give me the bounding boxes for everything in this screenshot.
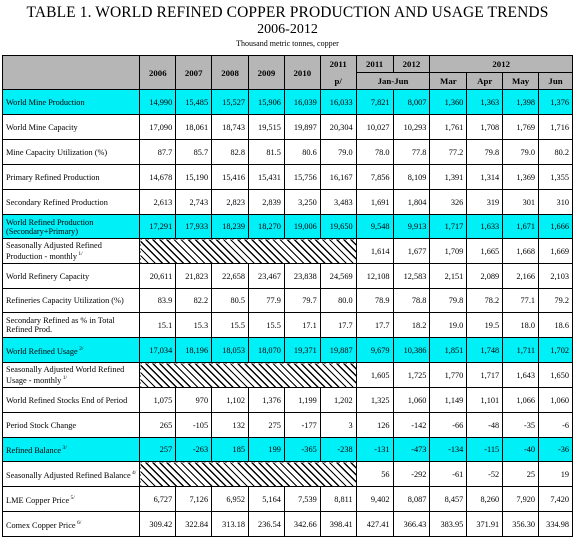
row-label-text: World Mine Capacity (6, 122, 78, 132)
table-cell: 87.7 (140, 140, 176, 165)
header-month: Mar (430, 73, 467, 90)
table-cell: 15,527 (212, 90, 249, 115)
table-cell: -6 (539, 413, 573, 438)
table-cell: 2,103 (539, 264, 573, 289)
row-label-text: World Refined Production (Secondary+Primary) (6, 217, 94, 236)
table-cell: 7,420 (539, 487, 573, 512)
table-cell: 6,727 (140, 487, 176, 512)
table-cell: 21,823 (176, 264, 212, 289)
table-cell: 15,416 (212, 165, 249, 190)
table-cell: 82.8 (212, 140, 249, 165)
table-cell: 15,190 (176, 165, 212, 190)
table-cell: 80.6 (284, 140, 320, 165)
table-cell: 18,270 (249, 215, 285, 239)
table-cell: -52 (467, 462, 503, 487)
table-row (3, 190, 573, 215)
row-label (3, 165, 140, 190)
table-cell: 1,668 (503, 239, 539, 264)
table-cell: 1,398 (503, 90, 539, 115)
row-label (3, 363, 140, 388)
row-label-text: Seasonally Adjusted World Refined Usage - monthly (6, 365, 125, 385)
table-cell: 1,391 (430, 165, 467, 190)
table-cell: 1,075 (140, 388, 176, 413)
hatched-no-data (140, 363, 356, 388)
table-cell: 126 (356, 413, 393, 438)
table-row (3, 313, 573, 338)
table-cell: 8,811 (320, 487, 356, 512)
table-cell: 23,838 (284, 264, 320, 289)
table-cell: 265 (140, 413, 176, 438)
table-cell: 77.1 (503, 289, 539, 313)
table-cell: 366.43 (393, 512, 430, 537)
table-cell: 1,665 (467, 239, 503, 264)
table-row (3, 239, 573, 264)
table-cell: 10,386 (393, 338, 430, 363)
row-label (3, 90, 140, 115)
table-cell: 12,108 (356, 264, 393, 289)
table-cell: -473 (393, 438, 430, 462)
table-cell: 17,933 (176, 215, 212, 239)
table-cell: 79.2 (539, 289, 573, 313)
header-year: 2009 (249, 56, 285, 90)
hatched-no-data (140, 462, 356, 487)
table-cell: 310 (539, 190, 573, 215)
row-label-text: Secondary Refined as % in Total Refined Prod. (6, 316, 115, 334)
table-cell: 56 (356, 462, 393, 487)
table-cell: 1,769 (503, 115, 539, 140)
table-cell: 10,027 (356, 115, 393, 140)
table-cell: 18.2 (393, 313, 430, 338)
table-cell: 383.95 (430, 512, 467, 537)
table-cell: 334.98 (539, 512, 573, 537)
table-cell: 18,061 (176, 115, 212, 140)
table-cell: -134 (430, 438, 467, 462)
table-cell: 14,990 (140, 90, 176, 115)
table-cell: 18.0 (503, 313, 539, 338)
table-row (3, 90, 573, 115)
table-title: TABLE 1. WORLD REFINED COPPER PRODUCTION AND USAGE TRENDS (26, 4, 549, 21)
table-cell: 2,743 (176, 190, 212, 215)
table-cell: 1,102 (212, 388, 249, 413)
footnote-marker: 1/ (61, 375, 67, 382)
row-label-text: World Refinery Capacity (6, 271, 90, 281)
table-row (3, 289, 573, 313)
table-cell: 16,167 (320, 165, 356, 190)
table-cell: 1,202 (320, 388, 356, 413)
table-cell: -292 (393, 462, 430, 487)
footnote-marker: 5/ (69, 494, 75, 501)
row-label (3, 115, 140, 140)
table-cell: 1,770 (430, 363, 467, 388)
table-cell: 1,101 (467, 388, 503, 413)
table-cell: -48 (467, 413, 503, 438)
header-year: 2007 (176, 56, 212, 90)
table-row (3, 264, 573, 289)
table-row (3, 487, 573, 512)
table-cell: 9,679 (356, 338, 393, 363)
table-cell: 1,702 (539, 338, 573, 363)
table-cell: 1,666 (539, 215, 573, 239)
table-cell: 5,164 (249, 487, 285, 512)
table-cell: 398.41 (320, 512, 356, 537)
table-cell: 23,467 (249, 264, 285, 289)
unit-note: Thousand metric tonnes, copper (236, 39, 339, 48)
table-cell: 313.18 (212, 512, 249, 537)
table-cell: 1,804 (393, 190, 430, 215)
header-year: 2010 (284, 56, 320, 90)
row-label (3, 239, 140, 264)
row-label-text: Comex Copper Price (6, 520, 76, 530)
row-label (3, 338, 140, 363)
table-cell: -238 (320, 438, 356, 462)
table-cell: 19,515 (249, 115, 285, 140)
table-cell: 1,671 (503, 215, 539, 239)
table-cell: 371.91 (467, 512, 503, 537)
row-label-text: Mine Capacity Utilization (%) (6, 147, 108, 157)
table-cell: 14,678 (140, 165, 176, 190)
table-cell: 78.9 (356, 289, 393, 313)
row-label (3, 289, 140, 313)
table-cell: 1,369 (503, 165, 539, 190)
table-cell: 79.0 (320, 140, 356, 165)
table-cell: -365 (284, 438, 320, 462)
header-month: Jun (539, 73, 573, 90)
table-cell: 77.9 (249, 289, 285, 313)
table-body (3, 90, 573, 537)
header-janjun: Jan-Jun (356, 73, 430, 90)
header-year: 2011 (320, 56, 356, 73)
table-cell: 18,196 (176, 338, 212, 363)
table-cell: 16,039 (284, 90, 320, 115)
table-cell: 1,709 (430, 239, 467, 264)
table-cell: 19,371 (284, 338, 320, 363)
table-cell: 301 (503, 190, 539, 215)
header-2011: 2011 (356, 56, 393, 73)
table-cell: 1,691 (356, 190, 393, 215)
table-cell: 19,650 (320, 215, 356, 239)
table-cell: 1,633 (467, 215, 503, 239)
table-cell: 1,711 (503, 338, 539, 363)
table-row (3, 363, 573, 388)
table-cell: 356.30 (503, 512, 539, 537)
table-cell: 319 (467, 190, 503, 215)
row-label-text: LME Copper Price (6, 495, 70, 505)
table-cell: 83.9 (140, 289, 176, 313)
table-cell: 77.2 (430, 140, 467, 165)
table-row (3, 215, 573, 239)
table-cell: -66 (430, 413, 467, 438)
table-cell: 132 (212, 413, 249, 438)
table-cell: 19,897 (284, 115, 320, 140)
table-cell: 2,613 (140, 190, 176, 215)
table-cell: 17,291 (140, 215, 176, 239)
table-cell: 1,761 (430, 115, 467, 140)
table-cell: 8,260 (467, 487, 503, 512)
table-cell: 17,034 (140, 338, 176, 363)
table-row (3, 438, 573, 462)
table-cell: 1,650 (539, 363, 573, 388)
header-month: May (503, 73, 539, 90)
table-cell: 1,199 (284, 388, 320, 413)
table-cell: 15.3 (176, 313, 212, 338)
row-label-text: World Mine Production (6, 97, 85, 107)
table-cell: 236.54 (249, 512, 285, 537)
table-cell: 85.7 (176, 140, 212, 165)
table-cell: 81.5 (249, 140, 285, 165)
row-label-text: Period Stock Change (6, 420, 77, 430)
table-cell: 8,109 (393, 165, 430, 190)
table-cell: 9,913 (393, 215, 430, 239)
table-cell: 2,823 (212, 190, 249, 215)
row-label (3, 388, 140, 413)
table-cell: 1,851 (430, 338, 467, 363)
hatched-no-data (140, 239, 356, 264)
table-cell: 7,126 (176, 487, 212, 512)
table-cell: 342.66 (284, 512, 320, 537)
header-preliminary: p/ (320, 73, 356, 90)
table-cell: 9,402 (356, 487, 393, 512)
table-cell: 80.0 (320, 289, 356, 313)
table-row (3, 462, 573, 487)
row-label (3, 462, 140, 487)
table-cell: 25 (503, 462, 539, 487)
table-cell: 16,033 (320, 90, 356, 115)
row-label-text: Primary Refined Production (6, 172, 100, 182)
table-cell: 24,569 (320, 264, 356, 289)
table-cell: -131 (356, 438, 393, 462)
table-cell: 970 (176, 388, 212, 413)
table-cell: 1,708 (467, 115, 503, 140)
table-row (3, 165, 573, 190)
table-cell: 78.0 (356, 140, 393, 165)
table-cell: 18,053 (212, 338, 249, 363)
table-cell: 15,906 (249, 90, 285, 115)
table-cell: 2,839 (249, 190, 285, 215)
table-cell: 15,431 (249, 165, 285, 190)
footnote-marker: 4/ (130, 469, 137, 476)
table-cell: 2,166 (503, 264, 539, 289)
table-cell: 19,887 (320, 338, 356, 363)
table-cell: -142 (393, 413, 430, 438)
table-cell: 275 (249, 413, 285, 438)
header-corner (3, 56, 140, 90)
table-cell: -177 (284, 413, 320, 438)
table-cell: 80.2 (539, 140, 573, 165)
table-cell: 322.84 (176, 512, 212, 537)
table-cell: 15,756 (284, 165, 320, 190)
table-cell: 8,007 (393, 90, 430, 115)
table-cell: 15,485 (176, 90, 212, 115)
table-cell: 1,360 (430, 90, 467, 115)
row-label (3, 313, 140, 338)
table-cell: 3,483 (320, 190, 356, 215)
table-cell: 78.2 (467, 289, 503, 313)
table-row (3, 115, 573, 140)
table-cell: 1,677 (393, 239, 430, 264)
table-cell: -263 (176, 438, 212, 462)
table-cell: 82.2 (176, 289, 212, 313)
table-cell: 19.5 (467, 313, 503, 338)
row-label (3, 438, 140, 462)
table-cell: 3 (320, 413, 356, 438)
footnote-marker: 3/ (61, 445, 67, 452)
table-cell: -36 (539, 438, 573, 462)
table-cell: 79.7 (284, 289, 320, 313)
table-cell: 1,643 (503, 363, 539, 388)
table-subtitle: 2006-2012 (257, 22, 318, 37)
row-label (3, 140, 140, 165)
table-cell: 1,060 (539, 388, 573, 413)
table-cell: 1,748 (467, 338, 503, 363)
table-cell: 80.5 (212, 289, 249, 313)
row-label (3, 264, 140, 289)
header-year: 2006 (140, 56, 176, 90)
table-cell: 20,611 (140, 264, 176, 289)
table-header (3, 56, 573, 90)
table-cell: 1,725 (393, 363, 430, 388)
table-cell: 17.7 (356, 313, 393, 338)
table-cell: 79.8 (467, 140, 503, 165)
table-cell: 1,717 (467, 363, 503, 388)
table-cell: 2,151 (430, 264, 467, 289)
table-cell: 1,325 (356, 388, 393, 413)
table-cell: 8,087 (393, 487, 430, 512)
row-label-text: World Refined Usage (6, 346, 78, 356)
row-label-text: Refined Balance (6, 445, 62, 455)
table-cell: 2,089 (467, 264, 503, 289)
row-label-text: Seasonally Adjusted Refined Production - monthly (6, 241, 102, 261)
table-cell: 15.5 (212, 313, 249, 338)
table-cell: 1,614 (356, 239, 393, 264)
table-cell: 20,304 (320, 115, 356, 140)
table-cell: 18,070 (249, 338, 285, 363)
header-year: 2008 (212, 56, 249, 90)
table-cell: 1,363 (467, 90, 503, 115)
table-cell: 15.5 (249, 313, 285, 338)
table-cell: 3,250 (284, 190, 320, 215)
row-label-text: Secondary Refined Production (6, 197, 108, 207)
table-cell: 18.6 (539, 313, 573, 338)
footnote-marker: 2/ (77, 345, 84, 352)
table-cell: 10,293 (393, 115, 430, 140)
table-cell: 1,605 (356, 363, 393, 388)
table-cell: -105 (176, 413, 212, 438)
table-row (3, 140, 573, 165)
table-cell: 1,149 (430, 388, 467, 413)
table-cell: 15.1 (140, 313, 176, 338)
table-cell: 257 (140, 438, 176, 462)
table-cell: 17.7 (320, 313, 356, 338)
row-label-text: World Refined Stocks End of Period (6, 395, 128, 405)
table-cell: 7,821 (356, 90, 393, 115)
table-cell: -115 (467, 438, 503, 462)
table-cell: 77.8 (393, 140, 430, 165)
row-label (3, 190, 140, 215)
table-cell: 1,314 (467, 165, 503, 190)
table-cell: 6,952 (212, 487, 249, 512)
table-cell: 7,539 (284, 487, 320, 512)
table-cell: 1,376 (539, 90, 573, 115)
table-cell: 1,669 (539, 239, 573, 264)
table-row (3, 388, 573, 413)
table-cell: 19 (539, 462, 573, 487)
table-cell: 1,060 (393, 388, 430, 413)
table-cell: 18,743 (212, 115, 249, 140)
table-cell: 1,066 (503, 388, 539, 413)
table-cell: 79.8 (430, 289, 467, 313)
table-cell: 1,355 (539, 165, 573, 190)
table-cell: 9,548 (356, 215, 393, 239)
table-cell: 19.0 (430, 313, 467, 338)
table-row (3, 512, 573, 537)
row-label-text: Seasonally Adjusted Refined Balance (6, 470, 131, 480)
table-cell: 19,006 (284, 215, 320, 239)
table-cell: 1,376 (249, 388, 285, 413)
table-cell: 78.8 (393, 289, 430, 313)
table-cell: 17,090 (140, 115, 176, 140)
table-cell: 185 (212, 438, 249, 462)
table-cell: 12,583 (393, 264, 430, 289)
table-cell: 22,658 (212, 264, 249, 289)
table-cell: 8,457 (430, 487, 467, 512)
table-cell: 7,856 (356, 165, 393, 190)
row-label (3, 512, 140, 537)
table-cell: 18,239 (212, 215, 249, 239)
table-cell: -40 (503, 438, 539, 462)
table-cell: -61 (430, 462, 467, 487)
header-2012: 2012 (393, 56, 430, 73)
header-month: Apr (467, 73, 503, 90)
table-cell: -35 (503, 413, 539, 438)
row-label-text: Refineries Capacity Utilization (%) (6, 296, 124, 305)
table-cell: 309.42 (140, 512, 176, 537)
table-row (3, 338, 573, 363)
table-row (3, 413, 573, 438)
footnote-marker: 1/ (76, 251, 83, 258)
table-cell: 7,920 (503, 487, 539, 512)
table-cell: 199 (249, 438, 285, 462)
row-label (3, 487, 140, 512)
table-cell: 427.41 (356, 512, 393, 537)
row-label (3, 413, 140, 438)
table-cell: 17.1 (284, 313, 320, 338)
header-2012-group: 2012 (430, 56, 573, 73)
row-label (3, 215, 140, 239)
copper-table (2, 55, 573, 537)
table-cell: 1,717 (430, 215, 467, 239)
table-cell: 326 (430, 190, 467, 215)
table-cell: 79.0 (503, 140, 539, 165)
footnote-marker: 6/ (75, 519, 82, 526)
table-cell: 1,716 (539, 115, 573, 140)
